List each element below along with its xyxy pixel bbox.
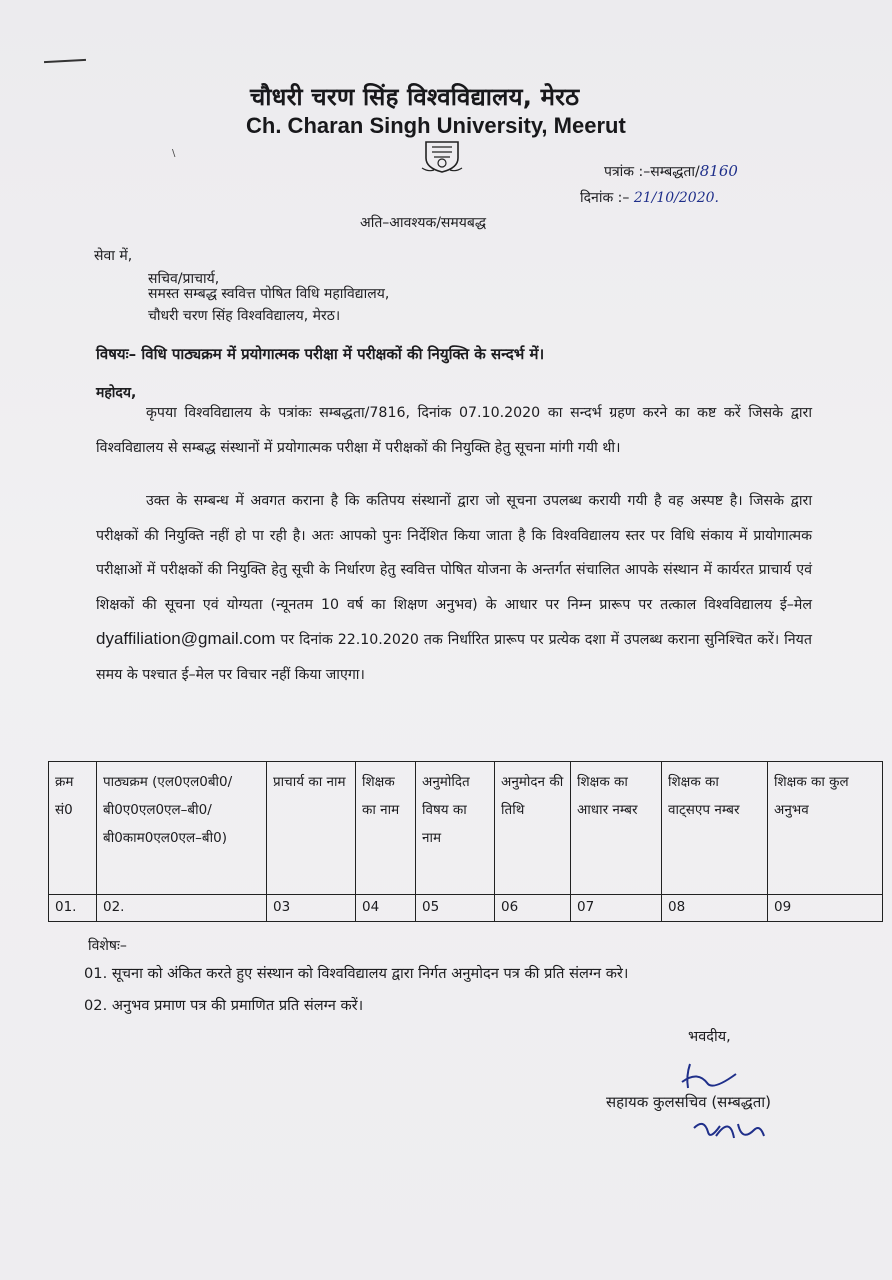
note-item: 01. सूचना को अंकित करते हुए संस्थान को विश्वविद्यालय द्वारा निर्गत अनुमोदन पत्र की प्रति संलग्न करे। <box>84 965 629 982</box>
urgency-note: अति–आवश्यक/समयबद्ध <box>360 215 487 231</box>
table-cell: 03 <box>267 895 356 922</box>
date-label: दिनांक :– <box>580 190 630 206</box>
reference-number <box>604 162 738 181</box>
table-cell: 06 <box>495 895 571 922</box>
body-paragraph-2 <box>96 484 812 692</box>
recipient-line: समस्त सम्बद्ध स्ववित्त पोषित विधि महाविद्यालय, <box>148 286 390 302</box>
university-emblem-icon <box>420 138 464 174</box>
salutation: महोदय, <box>96 385 137 401</box>
initials-signature-icon <box>690 1114 770 1146</box>
table-row <box>49 895 883 922</box>
table-cell: 04 <box>356 895 416 922</box>
table-header-cell: शिक्षक का वाट्सएप नम्बर <box>662 762 768 895</box>
table-cell: 08 <box>662 895 768 922</box>
letter-date <box>580 188 719 207</box>
closing-yours: भवदीय, <box>688 1029 731 1045</box>
table-cell: 01. <box>49 895 97 922</box>
university-name-english: Ch. Charan Singh University, Meerut <box>246 113 626 138</box>
pen-mark <box>44 59 86 63</box>
notes-heading: विशेषः– <box>88 938 127 954</box>
proforma-table <box>48 761 883 922</box>
table-header-cell: शिक्षक का कुल अनुभव <box>768 762 883 895</box>
table-header-cell: प्राचार्य का नाम <box>267 762 356 895</box>
university-name-hindi: चौधरी चरण सिंह विश्वविद्यालय, मेरठ <box>250 83 580 111</box>
table-header-cell: अनुमोदन की तिथि <box>495 762 571 895</box>
recipient-line: चौधरी चरण सिंह विश्वविद्यालय, मेरठ। <box>148 308 341 324</box>
table-cell: 02. <box>97 895 267 922</box>
table-cell: 09 <box>768 895 883 922</box>
table-cell: 05 <box>416 895 495 922</box>
table-header-cell: शिक्षक का नाम <box>356 762 416 895</box>
note-item: 02. अनुभव प्रमाण पत्र की प्रमाणित प्रति संलग्न करें। <box>84 997 364 1014</box>
body-paragraph-2-part-a: उक्त के सम्बन्ध में अवगत कराना है कि कतिपय संस्थानों द्वारा जो सूचना उपलब्ध करायी गयी है वह अस्पष्ट है। जिसके द्वारा परीक्षकों की नियुक्ति नहीं हो पा रही है। अतः आपको पुनः निर्देशित किया जाता है कि विश्वविद्यालय स्तर पर विधि संकाय में प्रायोगात्मक परीक्षाओं में परीक्षकों की नियुक्ति हेतु सूची के निर्धारण हेतु स्ववित्त पोषित योजना के अन्तर्गत संचालित आपके संस्थान में कार्यरत प्राचार्य एवं शिक्षकों की सूचना एवं योग्यता (न्यूनतम 10 वर्ष का शिक्षण अनुभव) के आधार पर निम्न प्रारूप पर तत्काल विश्वविद्यालय ई–मेल <box>96 493 812 613</box>
reference-label: पत्रांक :–सम्बद्धता/ <box>604 164 700 180</box>
recipient-line: सचिव/प्राचार्य, <box>148 271 220 287</box>
table-cell: 07 <box>571 895 662 922</box>
table-header-cell: शिक्षक का आधार नम्बर <box>571 762 662 895</box>
table-header-cell: क्रम सं0 <box>49 762 97 895</box>
signature-icon <box>678 1060 748 1094</box>
subject-line: विषयः– विधि पाठ्यक्रम में प्रयोगात्मक परीक्षा में परीक्षकों की नियुक्ति के सन्दर्भ में। <box>96 345 545 363</box>
table-header-row <box>49 762 883 895</box>
date-value: 21/10/2020. <box>633 190 719 206</box>
body-paragraph-1: कृपया विश्वविद्यालय के पत्रांकः सम्बद्धता/7816, दिनांक 07.10.2020 का सन्दर्भ ग्रहण करने का कष्ट करें जिसके द्वारा विश्वविद्यालय से सम्बद्ध संस्थानों में प्रयोगात्मक परीक्षा में परीक्षकों की नियुक्ति हेतु सूचना मांगी गयी थी। <box>96 405 812 456</box>
reference-value: 8160 <box>699 162 738 180</box>
salutation-to: सेवा में, <box>94 248 133 264</box>
email-address: dyaffiliation@gmail.com <box>96 629 276 648</box>
pen-tick: \ <box>172 148 176 159</box>
designation: सहायक कुलसचिव (सम्बद्धता) <box>606 1093 772 1111</box>
table-header-cell: अनुमोदित विषय का नाम <box>416 762 495 895</box>
body-paragraph-2-part-b: पर दिनांक 22.10.2020 तक निर्धारित प्रारूप पर प्रत्येक दशा में उपलब्ध कराना सुनिश्चित करें। नियत समय के पश्चात ई–मेल पर विचार नहीं किया जाएगा। <box>96 632 812 683</box>
table-header-cell: पाठ्यक्रम (एल0एल0बी0/ बी0ए0एल0एल–बी0/ बी0काम0एल0एल–बी0) <box>97 762 267 895</box>
